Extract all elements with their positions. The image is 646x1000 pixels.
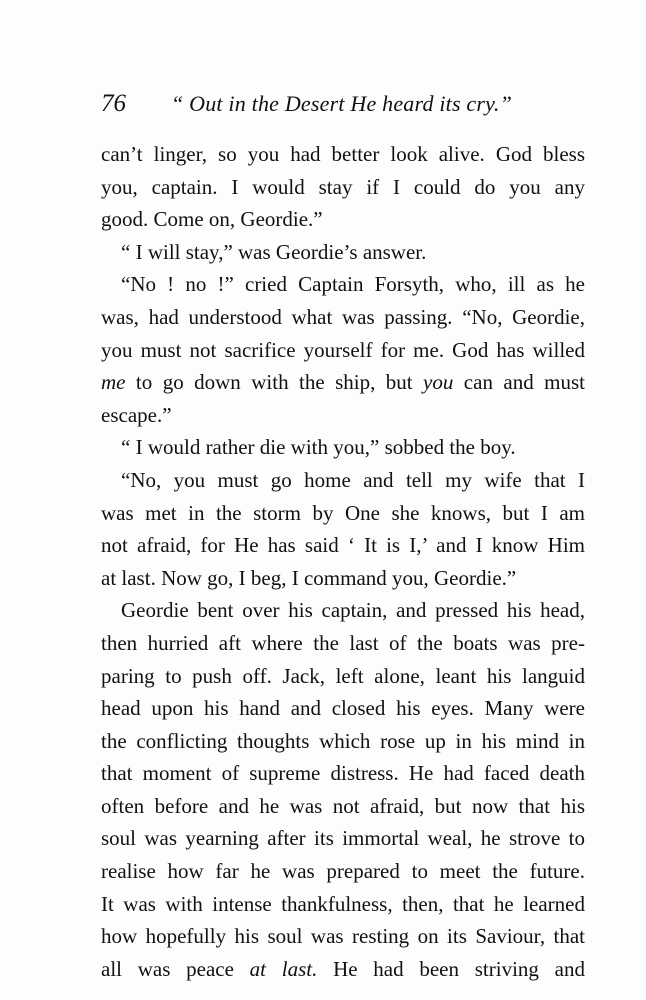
text-segment: was met in the storm by One she knows, but I am	[101, 500, 585, 525]
text-line	[101, 920, 585, 953]
text-line	[101, 301, 585, 334]
text-line	[101, 366, 585, 399]
text-line	[101, 268, 585, 301]
text-segment: good. Come on, Geordie.”	[101, 207, 323, 232]
text-segment: “No ! no !” cried Captain Forsyth, who, ill as he	[121, 272, 585, 297]
text-segment: all was peace	[101, 956, 250, 981]
body-text	[101, 138, 585, 985]
text-line	[101, 594, 585, 627]
text-segment: realise how far he was prepared to meet the future.	[101, 859, 585, 884]
text-segment: was, had understood what was passing. “No, Geordie,	[101, 304, 585, 329]
text-segment: the conflicting thoughts which rose up in his mind in	[101, 728, 585, 753]
text-line	[101, 757, 585, 790]
text-segment: “No, you must go home and tell my wife that I	[121, 467, 585, 492]
text-line	[101, 790, 585, 823]
text-segment: to go down with the ship, but	[125, 370, 424, 395]
text-line	[101, 660, 585, 693]
text-line	[101, 822, 585, 855]
text-line	[101, 497, 585, 530]
text-segment: “ I will stay,” was Geordie’s answer.	[121, 239, 427, 264]
text-line	[101, 725, 585, 758]
text-line	[101, 431, 585, 464]
text-line	[101, 627, 585, 660]
italic-text: at last.	[249, 956, 318, 981]
text-segment: then hurried aft where the last of the boats was pre-	[101, 630, 585, 655]
text-segment: that moment of supreme distress. He had faced death	[101, 761, 585, 786]
text-line	[101, 334, 585, 367]
text-line	[101, 203, 585, 236]
text-segment: can’t linger, so you had better look alive. God bless	[101, 142, 585, 166]
text-segment: Geordie bent over his captain, and pressed his head,	[121, 598, 585, 623]
text-segment: “ I would rather die with you,” sobbed the boy.	[121, 435, 516, 460]
text-line	[101, 399, 585, 432]
text-line	[101, 464, 585, 497]
text-segment: not afraid, for He has said ‘ It is I,’ and I know Him	[101, 533, 585, 558]
text-segment: He had been striving and	[317, 956, 585, 981]
text-segment: can and must	[453, 370, 585, 395]
text-segment: you, captain. I would stay if I could do you any	[101, 174, 585, 199]
text-segment: escape.”	[101, 402, 172, 427]
page-number: 76	[101, 90, 126, 117]
text-line	[101, 953, 585, 986]
text-segment: often before and he was not afraid, but now that his	[101, 793, 585, 818]
italic-text: you	[423, 370, 454, 395]
text-segment: at last. Now go, I beg, I command you, Geordie.”	[101, 565, 517, 590]
page-header	[101, 84, 571, 124]
text-line	[101, 529, 585, 562]
running-title: “ Out in the Desert He heard its cry.”	[171, 91, 513, 116]
text-line	[101, 692, 585, 725]
text-segment: soul was yearning after its immortal weal, he strove to	[101, 826, 585, 851]
text-segment: head upon his hand and closed his eyes. Many were	[101, 696, 585, 721]
text-line	[101, 138, 585, 171]
italic-text: me	[101, 370, 126, 395]
text-line	[101, 236, 585, 269]
text-segment: It was with intense thankfulness, then, that he learned	[101, 891, 585, 916]
text-segment: how hopefully his soul was resting on its Saviour, that	[101, 924, 585, 949]
text-line	[101, 562, 585, 595]
text-segment: paring to push off. Jack, left alone, leant his languid	[101, 663, 585, 688]
text-line	[101, 171, 585, 204]
text-line	[101, 855, 585, 888]
text-line	[101, 888, 585, 921]
text-segment: you must not sacrifice yourself for me. God has willed	[101, 337, 585, 362]
